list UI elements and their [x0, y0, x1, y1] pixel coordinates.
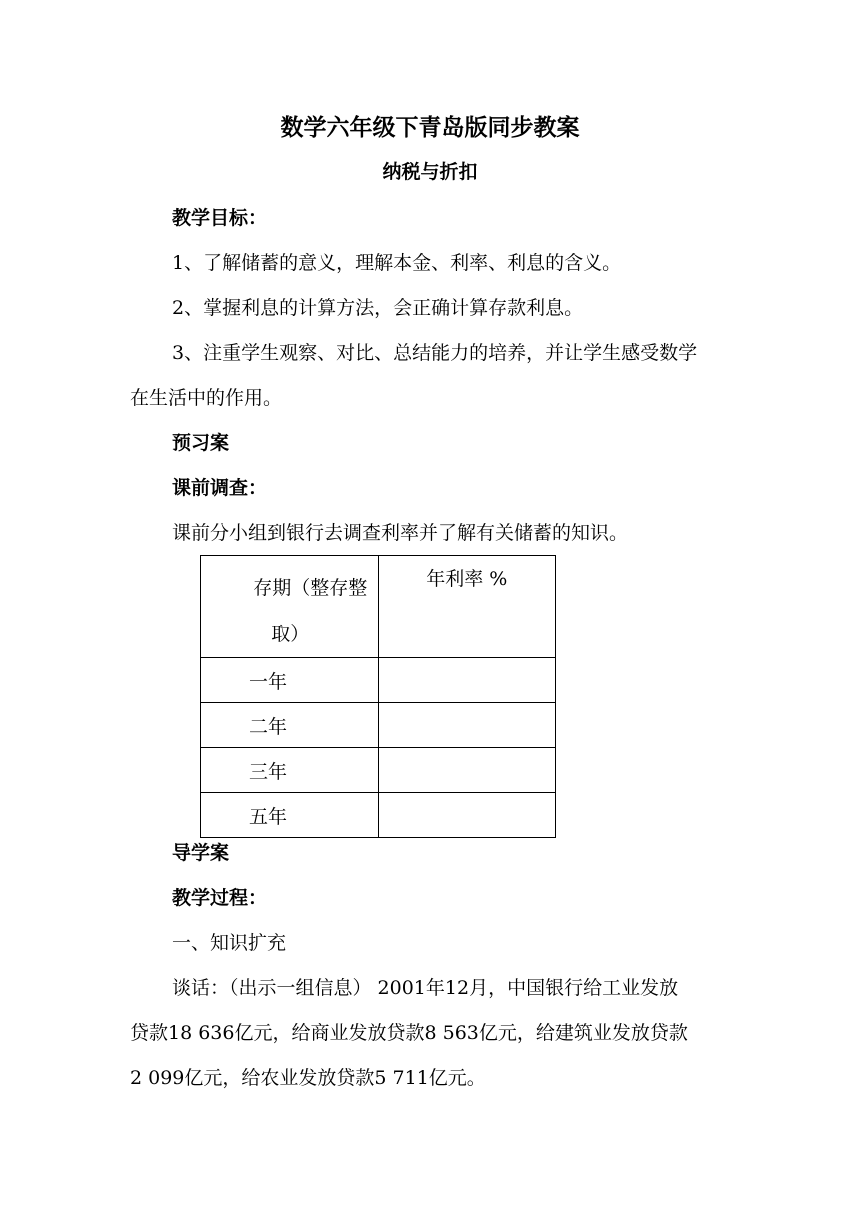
- table-cell-rate: [378, 748, 555, 793]
- table-row: [201, 703, 556, 748]
- table-cell-rate: [378, 658, 555, 703]
- table-cell-term: [201, 658, 379, 703]
- table-cell-rate: [378, 703, 555, 748]
- process-heading: 教学过程：: [172, 887, 268, 909]
- table-header-term: [201, 556, 379, 658]
- interest-rate-table: [200, 555, 556, 838]
- goal-item-2: 2、掌握利息的计算方法，会正确计算存款利息。: [172, 297, 584, 319]
- table-header-row: [201, 556, 556, 658]
- section-heading: 一、知识扩充: [172, 932, 287, 954]
- rate-header-label: 年利率 %: [426, 568, 508, 590]
- goal-item-3-continued: 在生活中的作用。: [130, 387, 283, 409]
- talk-paragraph-line-3: 2 099亿元，给农业发放贷款5 711亿元。: [130, 1067, 486, 1089]
- term-label: 五年: [249, 805, 288, 828]
- table-row: [201, 793, 556, 838]
- term-label: 三年: [249, 760, 288, 783]
- term-label: 二年: [249, 715, 288, 738]
- table-cell-rate: [378, 793, 555, 838]
- table-cell-term: [201, 793, 379, 838]
- document-subtitle: 纳税与折扣: [382, 161, 478, 183]
- survey-heading: 课前调查：: [172, 477, 268, 499]
- document-title: 数学六年级下青岛版同步教案: [280, 115, 580, 141]
- survey-text: 课前分小组到银行去调查利率并了解有关储蓄的知识。: [172, 522, 629, 544]
- guide-heading: 导学案: [172, 842, 230, 864]
- table-cell-term: [201, 748, 379, 793]
- talk-paragraph-line-1: 谈话：（出示一组信息） 2001年12月，中国银行给工业发放: [172, 977, 679, 999]
- term-header-line-1: 存期（整存整: [253, 577, 368, 599]
- table-header-rate: [378, 556, 555, 658]
- goal-item-3: 3、注重学生观察、对比、总结能力的培养，并让学生感受数学: [172, 342, 698, 364]
- goal-item-1: 1、了解储蓄的意义，理解本金、利率、利息的含义。: [172, 252, 622, 274]
- term-header-line-2: 取）: [271, 623, 310, 645]
- table-row: [201, 658, 556, 703]
- table-cell-term: [201, 703, 379, 748]
- table-row: [201, 748, 556, 793]
- goals-heading: 教学目标：: [172, 207, 268, 229]
- term-label: 一年: [249, 670, 288, 693]
- talk-paragraph-line-2: 贷款18 636亿元，给商业发放贷款8 563亿元，给建筑业发放贷款: [130, 1022, 688, 1044]
- preview-heading: 预习案: [172, 432, 230, 454]
